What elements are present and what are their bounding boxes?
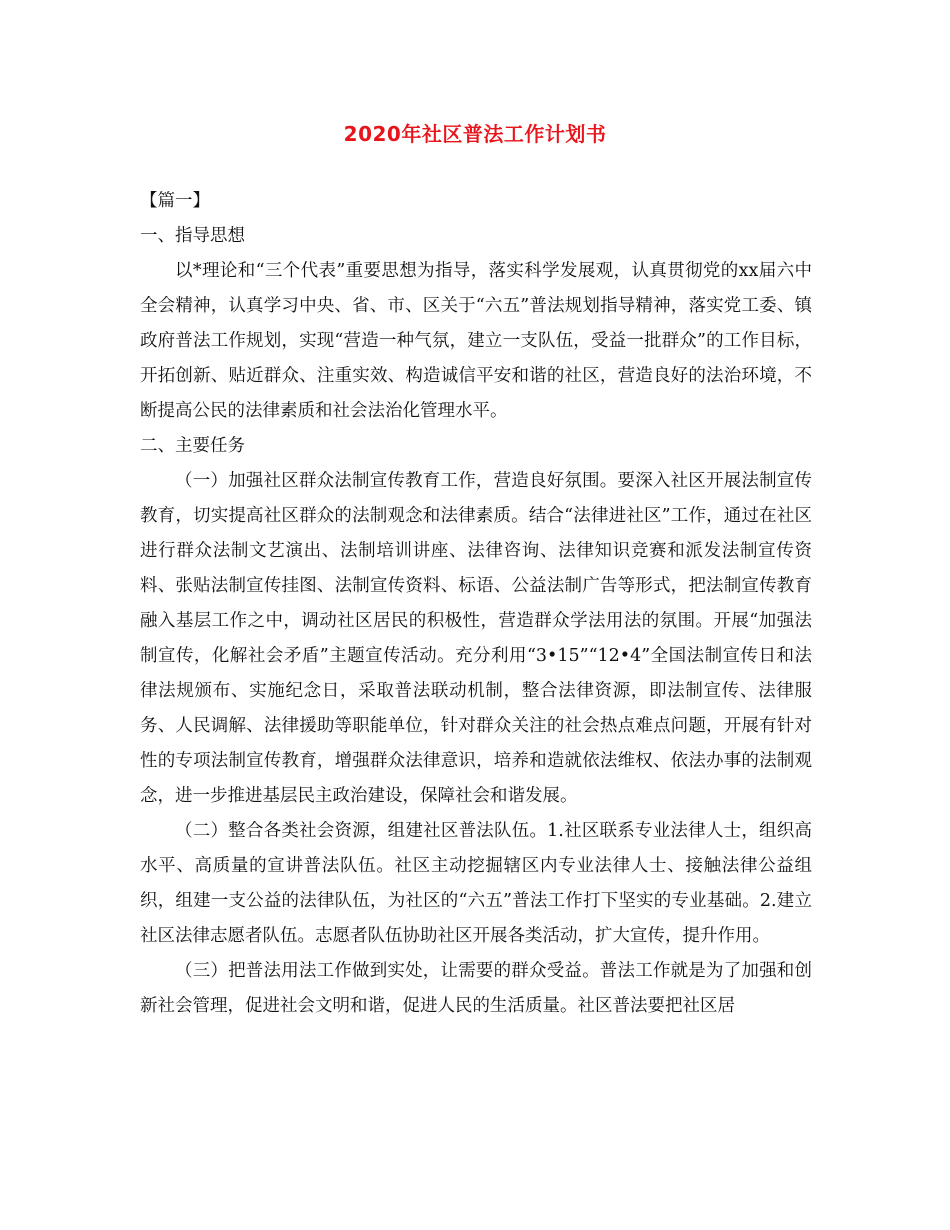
paragraph-task-1: （一）加强社区群众法制宣传教育工作，营造良好氛围。要深入社区开展法制宣传教育，切实提高社区群众的法制观念和法律素质。结合“法律进社区”工作，通过在社区进行群众法制文艺演出、法制培训讲座、法律咨询、法律知识竞赛和派发法制宣传资料、张贴法制宣传挂图、法制宣传资料、标语、公益法制广告等形式，把法制宣传教育融入基层工作之中，调动社区居民的积极性，营造群众学法用法的氛围。开展“加强法制宣传，化解社会矛盾”主题宣传活动。充分利用“3•15”“12•4”全国法制宣传日和法律法规颁布、实施纪念日，采取普法联动机制，整合法律资源，即法制宣传、法律服务、人民调解、法律援助等职能单位，针对群众关注的社会热点难点问题，开展有针对性的专项法制宣传教育，增强群众法律意识，培养和造就依法维权、依法办事的法制观念，进一步推进基层民主政治建设，保障社会和谐发展。 — [140, 471, 812, 806]
paragraph-task-3: （三）把普法用法工作做到实处，让需要的群众受益。普法工作就是为了加强和创新社会管理，促进社会文明和谐，促进人民的生活质量。社区普法要把社区居 — [140, 961, 812, 1016]
document-body — [140, 184, 812, 1024]
document-title: 2020年社区普法工作计划书 — [343, 122, 607, 146]
paragraph-task-2: （二）整合各类社会资源，组建社区普法队伍。1.社区联系专业法律人士，组织高水平、高质量的宣讲普法队伍。社区主动挖掘辖区内专业法律人士、接触法律公益组织，组建一支公益的法律队伍，为社区的“六五”普法工作打下坚实的专业基础。2.建立社区法律志愿者队伍。志愿者队伍协助社区开展各类活动，扩大宣传，提升作用。 — [140, 821, 812, 946]
heading-main-tasks: 二、主要任务 — [140, 436, 245, 456]
section-mark: 【篇一】 — [140, 191, 210, 211]
heading-guiding-ideology: 一、指导思想 — [140, 226, 245, 246]
paragraph-guiding-ideology: 以*理论和“三个代表”重要思想为指导，落实科学发展观，认真贯彻党的xx届六中全会精神，认真学习中央、省、市、区关于“六五”普法规划指导精神，落实党工委、镇政府普法工作规划，实现“营造一种气氛，建立一支队伍，受益一批群众”的工作目标，开拓创新、贴近群众、注重实效、构造诚信平安和谐的社区，营造良好的法治环境，不断提高公民的法律素质和社会法治化管理水平。 — [140, 261, 812, 421]
